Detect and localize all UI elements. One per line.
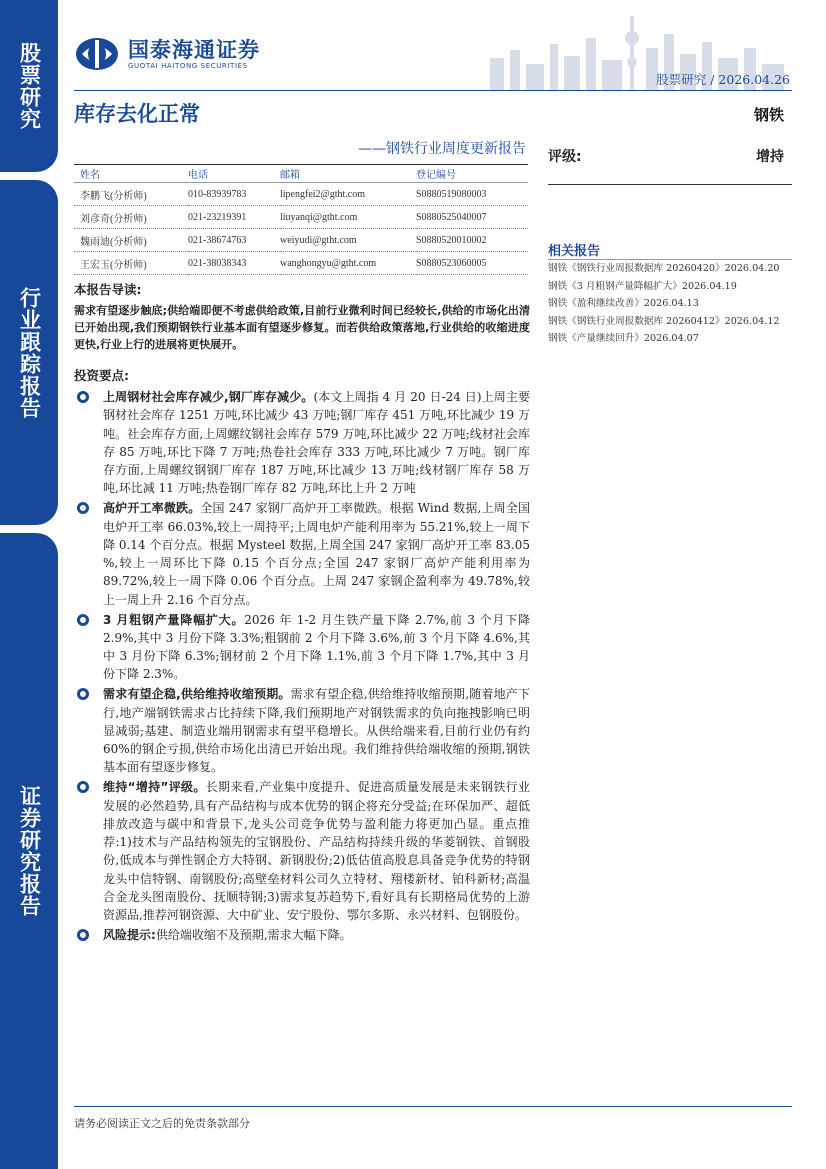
analyst-name: 李鹏飞(分析师) <box>74 183 188 206</box>
disclaimer-note: 请务必阅读正文之后的免责条款部分 <box>74 1117 250 1130</box>
analyst-phone: 021-38674763 <box>188 229 280 252</box>
analyst-reg-no: S0880519080003 <box>416 183 528 206</box>
key-point-rating <box>74 778 530 924</box>
key-point-heading: 风险提示: <box>103 928 156 943</box>
key-point-heading: 上周钢材社会库存减少,钢厂库存减少。 <box>103 390 314 404</box>
analyst-name: 王宏玉(分析师) <box>74 252 188 275</box>
analyst-phone: 021-38038343 <box>188 252 280 275</box>
analyst-reg-no: S0880525040007 <box>416 206 528 229</box>
key-point-body: 需求有望企稳,供给维持收缩预期,随着地产下行,地产端钢铁需求占比持续下降,我们预期地产对钢铁需求的负向拖拽影响已明显减弱;基建、制造业端用钢需求有望平稳增长。从供给端来看,目前行业仍有约 60%的钢企亏损,供给市场化出清已开始出现。我们维持供给端收缩的预期,钢铁基本面有望逐步修复。 <box>103 687 531 775</box>
key-point-body: 2026 年 1-2 月生铁产量下降 2.7%,前 3 个月下降 2.9%,其中 3 月份下降 3.3%;粗钢前 2 个月下降 3.6%,前 3 个月下降 4.6%,其中 3 月份下降 6.3%;钢材前 2 个月下降 1.1%,前 3 个月下降 1.7%,其中 3 月份下降 2.3%。 <box>103 612 530 682</box>
analyst-reg-no: S0880523060005 <box>416 252 528 275</box>
key-point-inventory <box>74 388 530 498</box>
table-row <box>74 206 528 229</box>
key-point-heading: 维持“增持”评级。 <box>103 780 206 795</box>
analyst-name: 刘彦奇(分析师) <box>74 206 188 229</box>
bullet-icon <box>77 688 89 700</box>
column-header-name: 姓名 <box>74 165 188 183</box>
key-point-body: 全国 247 家钢厂高炉开工率微跌。根据 Wind 数据,上周全国电炉开工率 66.03%,较上一周持平;上周电炉产能利用率为 55.21%,较上一周下降 0.14 个百分点。根据 Mysteel 数据,上周全国 247 家钢厂高炉开工率 83.05 %,较上一周环比下降 0.15 个百分点;全国 247 家钢厂高炉产能利用率为 89.72%,较上一周下降 0.06 个百分点。上周 247 家钢企盈利率为 49.78%,较上一周上升 2.16 个百分点。 <box>103 501 530 607</box>
related-report-link[interactable]: 钢铁《盈利继续改善》2026.04.13 <box>548 298 699 309</box>
rating-divider <box>548 184 792 185</box>
related-reports-divider <box>548 259 792 260</box>
analyst-phone: 010-83939783 <box>188 183 280 206</box>
key-point-heading: 需求有望企稳,供给维持收缩预期。 <box>103 687 291 702</box>
bullet-icon <box>77 929 89 941</box>
side-tab-securities-research: 证券研究报告 <box>0 533 58 1169</box>
analyst-reg-no: S0880520010002 <box>416 229 528 252</box>
footer-divider <box>74 1106 792 1107</box>
key-point-demand-supply <box>74 685 530 776</box>
logo-name-en: GUOTAI HAITONG SECURITIES <box>128 62 248 70</box>
column-header-phone: 电话 <box>188 165 280 183</box>
bullet-icon <box>77 391 89 403</box>
key-points-title: 投资要点: <box>74 368 129 383</box>
guide-text: 需求有望逐步触底;供给端即便不考虑供给政策,目前行业微利时间已经较长,供给的市场化出清已开始出现,我们预期钢铁行业基本面有望逐步修复。而若供给政策落地,行业供给的收缩进度更快,行业上行的进展将更快展开。 <box>74 304 530 351</box>
column-header-reg-no: 登记编号 <box>416 165 528 183</box>
key-point-crude-steel <box>74 611 530 684</box>
analyst-name: 魏雨迪(分析师) <box>74 229 188 252</box>
table-row <box>74 183 528 206</box>
key-point-body: 长期来看,产业集中度提升、促进高质量发展是未来钢铁行业发展的必然趋势,具有产品结构与成本优势的钢企将充分受益;在环保加严、超低排放改造与碳中和背景下,龙头公司竞争优势与盈利能力将更加凸显。重点推荐:1)技术与产品结构领先的宝钢股份、产品结构持续升级的华菱钢铁、首钢股份,低成本与弹性钢企方大特钢、新钢股份;2)低估值高股息具备竞争优势的特钢龙头中信特钢、南钢股份;高壁垒材料公司久立特材、翔楼新材、铂科新材;高温合金龙头图南股份、抚顺特钢;3)需求复苏趋势下,看好具有长期格局优势的上游资源品,推荐河钢资源、大中矿业、安宁股份、鄂尔多斯、永兴材料、包钢股份。 <box>103 780 530 923</box>
bullet-icon <box>77 781 89 793</box>
related-reports-title: 相关报告 <box>548 244 601 259</box>
table-row <box>74 252 528 275</box>
analyst-email[interactable]: liuyanqi@gtht.com <box>280 206 416 229</box>
bullet-icon <box>77 502 89 514</box>
report-type-date: 股票研究 / 2026.04.26 <box>656 72 790 87</box>
rating-label: 评级: <box>548 149 582 165</box>
key-point-risk <box>74 926 530 944</box>
side-tab-industry-tracking: 行业跟踪报告 <box>0 180 58 525</box>
bullet-icon <box>77 614 89 626</box>
logo-name-cn: 国泰海通证券 <box>128 38 260 62</box>
analyst-email[interactable]: lipengfei2@gtht.com <box>280 183 416 206</box>
industry-label: 钢铁 <box>753 106 784 124</box>
related-report-link[interactable]: 钢铁《钢铁行业周报数据库 20260412》2026.04.12 <box>548 315 780 327</box>
related-report-link[interactable]: 钢铁《钢铁行业周报数据库 20260420》2026.04.20 <box>548 263 780 274</box>
related-report-link[interactable]: 钢铁《产量继续回升》2026.04.07 <box>548 333 699 344</box>
report-subtitle: ——钢铁行业周度更新报告 <box>358 141 526 157</box>
guide-title: 本报告导读: <box>74 282 142 297</box>
key-point-body: 供给端收缩不及预期,需求大幅下降。 <box>155 928 352 943</box>
related-report-link[interactable]: 钢铁《3 月粗钢产量降幅扩大》2026.04.19 <box>548 280 737 292</box>
table-header-row <box>74 165 528 183</box>
header-divider <box>74 90 792 91</box>
key-point-heading: 3 月粗钢产量降幅扩大。 <box>103 612 245 627</box>
key-point-heading: 高炉开工率微跌。 <box>103 501 201 516</box>
key-points-list <box>74 388 530 946</box>
key-point-body: (本文上周指 4 月 20 日-24 日)上周主要钢材社会库存 1251 万吨,环比减少 43 万吨;钢厂库存 451 万吨,环比减少 19 万吨。社会库存方面,上周螺纹钢社会库存 579 万吨,环比减少 22 万吨;线材社会库存 85 万吨,环比下降 7 万吨;热卷社会库存 333 万吨,环比减少 7 万吨。钢厂库存方面,上周螺纹钢钢厂库存 187 万吨,环比减少 13 万吨;线材钢厂库存 58 万吨,环比减 11 万吨;热卷钢厂库存 82 万吨,环比上升 2 万吨 <box>103 390 531 496</box>
side-tab-stock-research: 股票研究 <box>0 0 58 172</box>
table-row <box>74 229 528 252</box>
company-logo <box>74 36 260 72</box>
analyst-email[interactable]: wanghongyu@gtht.com <box>280 252 416 275</box>
rating-value: 增持 <box>756 149 784 165</box>
related-reports-list <box>548 263 792 351</box>
logo-mark-icon <box>74 36 120 72</box>
report-title: 库存去化正常 <box>74 102 200 126</box>
analyst-phone: 021-23219391 <box>188 206 280 229</box>
analyst-table <box>74 164 528 275</box>
analyst-email[interactable]: weiyudi@gtht.com <box>280 229 416 252</box>
column-header-email: 邮箱 <box>280 165 416 183</box>
key-point-blast-furnace <box>74 499 530 609</box>
